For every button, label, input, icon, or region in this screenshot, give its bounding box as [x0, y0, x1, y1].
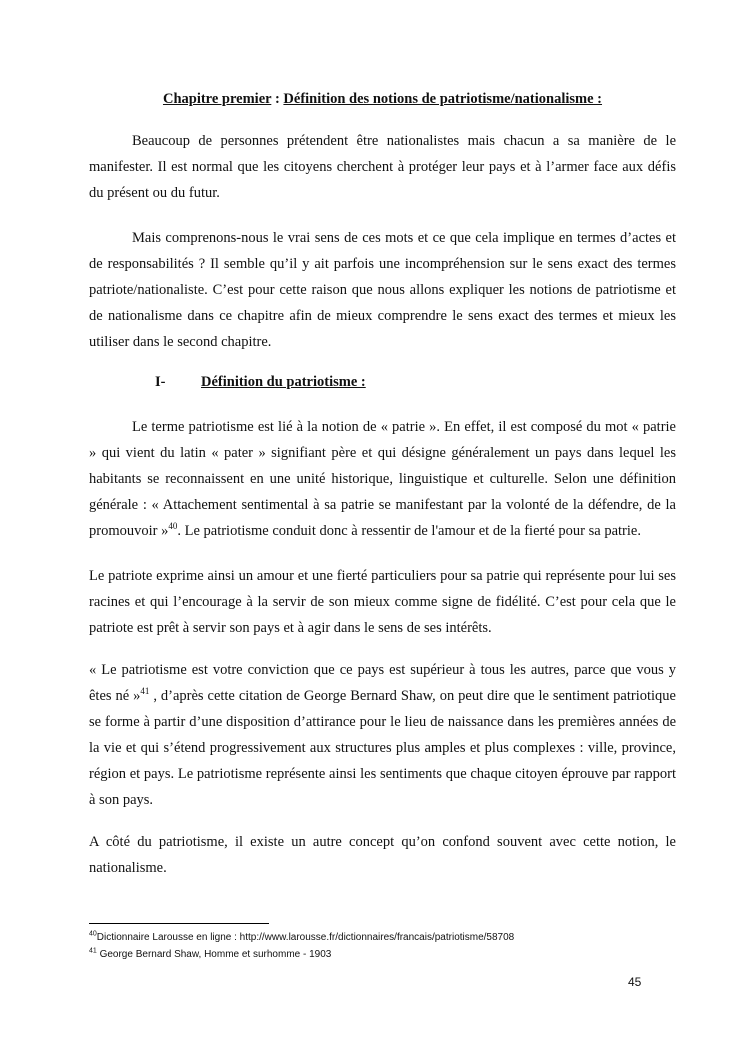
chapter-label: Chapitre premier [162, 91, 272, 107]
footnote-text: George Bernard Shaw, Homme et surhomme - 1903 [96, 949, 332, 960]
shaw-quote-text: « Le patriotisme est votre conviction que ce pays est supérieur à tous les autres, parce que vous y êtes né » [89, 662, 676, 704]
paragraph-nationalisme: A côté du patriotisme, il existe un autre concept qu’on confond souvent avec cette notion, le nationalisme. [89, 834, 676, 876]
section-title: Définition du patriotisme : [201, 374, 366, 390]
section-number: I- [155, 374, 166, 390]
shaw-quote-tail: , d’après cette citation de George Bernard Shaw, on peut dire que le sentiment patriotique se forme à partir d’une disposition d’attirance pour le lieu de naissance dans les premières années de la vie et qui s’étend progressivement aux structures plus amples et plus complexes : ville, province, région et pays. Le patriotisme représente ainsi les sentiments que chaque citoyen éprouve par rapport à son pays. [89, 688, 676, 808]
footnote-40 [89, 931, 514, 945]
footnote-divider [89, 923, 269, 924]
paragraph-shaw-quote [89, 657, 676, 813]
chapter-heading: Définition des notions de patriotisme/nationalisme : [283, 91, 603, 107]
footnote-mark: 41 [89, 947, 97, 955]
paragraph-definition [89, 414, 676, 544]
footnote-ref-40: 40 [168, 521, 178, 532]
chapter-title [89, 89, 676, 109]
paragraph-meaning: Mais comprenons-nous le vrai sens de ces mots et ce que cela implique en termes d’actes et de responsabilités ? Il semble qu’il y ait parfois une incompréhension sur le sens exact des termes patriote/nationaliste. C’est pour cette raison que nous allons expliquer les notions de patriotisme et de nationalisme dans ce chapitre afin de mieux comprendre le sens exact des termes et mieux les utiliser dans le second chapitre. [89, 230, 676, 350]
footnote-41 [89, 948, 331, 962]
paragraph-intro: Beaucoup de personnes prétendent être nationalistes mais chacun a sa manière de le manifester. Il est normal que les citoyens cherchent à protéger leur pays et à l’armer face aux défis du présent ou du futur. [89, 133, 676, 201]
section-heading [155, 372, 366, 392]
paragraph-definition-text: Le terme patriotisme est lié à la notion de « patrie ». En effet, il est composé du mot « patrie » qui vient du latin « pater » signifiant père et qui désigne généralement un pays dans lequel les habitants se reconnaissent en une unité historique, linguistique et culturelle. Selon une définition générale : « Attachement sentimental à sa patrie se manifestant par la volonté de la défendre, de la promouvoir » [89, 419, 676, 539]
paragraph-definition-tail: . Le patriotisme conduit donc à ressentir de l'amour et de la fierté pour sa patrie. [177, 523, 641, 539]
footnote-mark: 40 [89, 930, 97, 938]
footnote-ref-41: 41 [140, 686, 150, 697]
footnote-text: Dictionnaire Larousse en ligne : http://www.larousse.fr/dictionnaires/francais/patriotisme/58708 [96, 932, 515, 943]
paragraph-patriote: Le patriote exprime ainsi un amour et une fierté particuliers pour sa patrie qui représente pour lui ses racines et qui l’encourage à la servir de son mieux comme signe de fidélité. C’est pour cela que le patriote est prêt à servir son pays et à agir dans le sens de ses intérêts. [89, 568, 676, 636]
page-number: 45 [628, 975, 642, 989]
chapter-separator: : [271, 91, 284, 107]
